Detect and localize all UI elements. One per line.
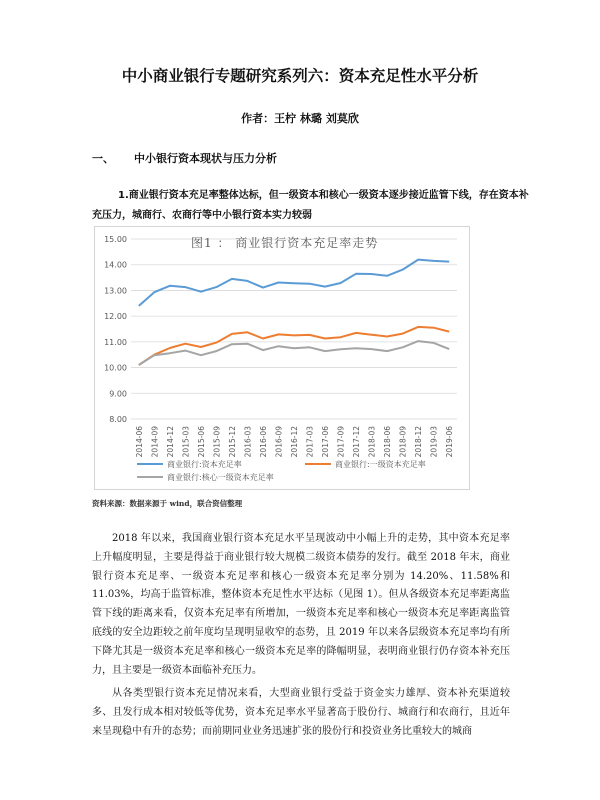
x-tick-label: 2014-09 <box>150 426 160 458</box>
y-tick-label: 9.00 <box>109 389 127 399</box>
y-tick-label: 12.00 <box>104 312 127 322</box>
series-line-2 <box>139 327 449 365</box>
source-note: 资料来源：数据来源于 wind，联合资信整理 <box>92 499 243 508</box>
section-heading <box>92 150 277 166</box>
x-tick-label: 2016-12 <box>290 426 299 458</box>
x-tick-label: 2016-03 <box>243 426 253 458</box>
chart-title: 图1 ： 商业银行资本充足率走势 <box>191 236 379 250</box>
y-tick-label: 8.00 <box>109 415 127 424</box>
y-tick-label: 11.00 <box>104 337 127 347</box>
author-line: 作者：王柠 林璐 刘莫欣 <box>241 112 359 125</box>
legend-label: 商业银行:一级资本充足率 <box>335 460 426 469</box>
x-tick-label: 2017-12 <box>352 426 362 458</box>
x-tick-label: 2019-06 <box>445 426 455 458</box>
x-tick-label: 2015-12 <box>227 426 237 458</box>
x-tick-label: 2018-06 <box>383 426 393 458</box>
y-tick-label: 15.00 <box>104 235 127 244</box>
x-tick-label: 2018-03 <box>367 426 377 458</box>
x-tick-label: 2015-03 <box>181 426 191 458</box>
series-line-1 <box>139 260 449 306</box>
x-tick-label: 2017-09 <box>336 426 346 458</box>
x-tick-label: 2015-09 <box>212 426 222 458</box>
line-chart <box>95 227 469 489</box>
x-tick-label: 2017-03 <box>305 426 315 458</box>
chart-container <box>94 226 470 490</box>
section-number: 一、 <box>92 152 114 165</box>
subheading: 1.商业银行资本充足率整体达标，但一级资本和核心一级资本逐步接近监管下线，存在资本补充压力，城商行、农商行等中小银行资本实力较弱 <box>92 190 529 221</box>
x-tick-label: 2014-12 <box>165 426 175 458</box>
x-tick-label: 2019-03 <box>429 426 439 458</box>
legend-label: 商业银行:核心一级资本充足率 <box>167 473 274 482</box>
legend-label: 商业银行:资本充足率 <box>167 460 242 469</box>
y-tick-label: 10.00 <box>104 363 127 373</box>
y-tick-label: 13.00 <box>104 286 127 296</box>
paragraph-2: 从各类型银行资本充足情况来看，大型商业银行受益于资金实力雄厚、资本补充渠道较多、且发行成本相对较低等优势，资本充足率水平显著高于股份行、城商行和农商行，且近年来呈现稳中有升的态势；而前期同业业务迅速扩张的股份行和投资业务比重较大的城商 <box>92 688 510 737</box>
x-tick-label: 2017-06 <box>321 426 331 458</box>
section-label: 中小银行资本现状与压力分析 <box>134 152 277 165</box>
x-tick-label: 2018-09 <box>398 426 408 458</box>
x-tick-label: 2015-06 <box>196 426 206 458</box>
x-tick-label: 2014-06 <box>134 426 144 458</box>
paragraph-1: 2018 年以来，我国商业银行资本充足水平呈现波动中小幅上升的走势，其中资本充足率上升幅度明显，主要是得益于商业银行较大规模二级资本债券的发行。截至 2018 年末，商业银行资本充足率、一级资本充足率和核心一级资本充足率分别为 14.20%、11.58%和 11.03%，均高于监管标准，整体资本充足性水平达标（见图 1）。但从各级资本充足率距离监管下线的距离来看，仅资本充足率有所增加，一级资本充足率和核心一级资本充足率距离监管底线的安全边距较之前年度均呈现明显收窄的态势，且 2019 年以来各层级资本充足率均有所下降尤其是一级资本充足率和核心一级资本充足率的降幅明显，表明商业银行仍存资本补充压力，且主要是一级资本面临补充压力。 <box>92 533 510 676</box>
paper-title: 中小商业银行专题研究系列六：资本充足性水平分析 <box>121 67 479 85</box>
x-tick-label: 2016-09 <box>274 426 284 458</box>
x-tick-label: 2018-12 <box>414 426 424 458</box>
x-tick-label: 2016-06 <box>258 426 268 458</box>
y-tick-label: 14.00 <box>104 260 127 270</box>
